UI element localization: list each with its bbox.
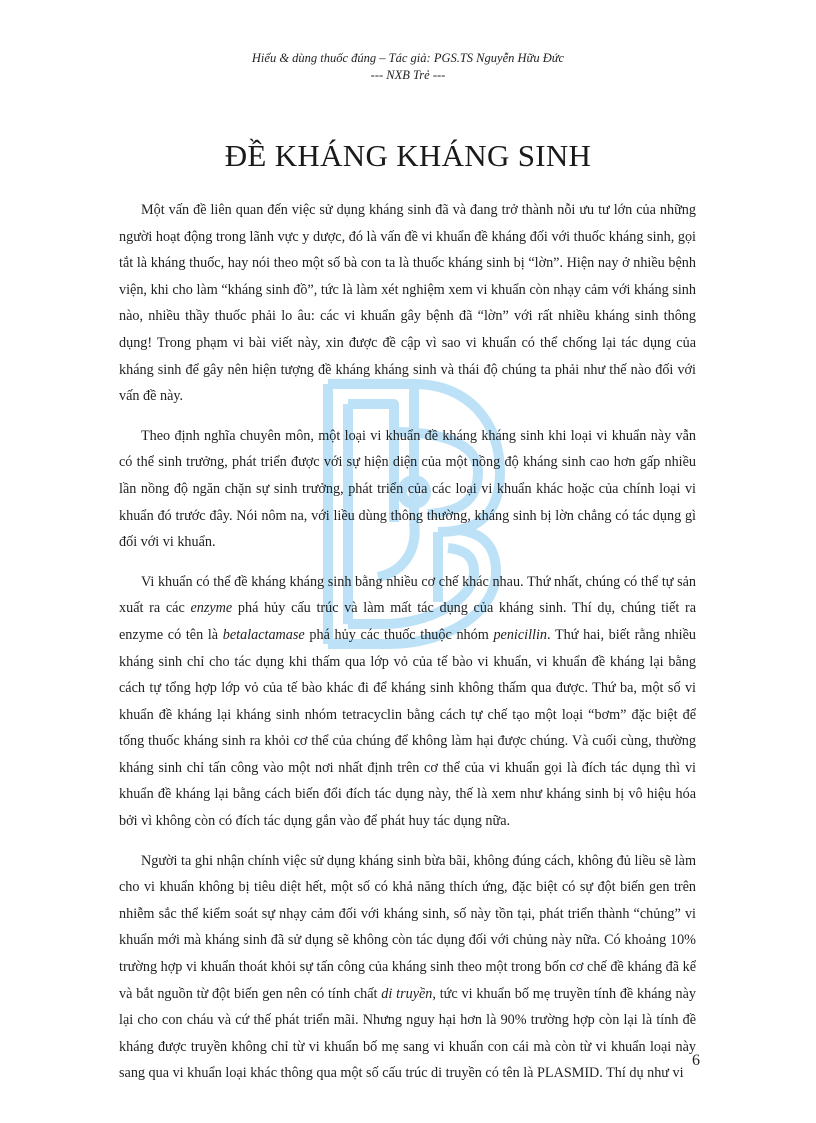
paragraph-3-text: . Thứ hai, biết rằng nhiều kháng sinh chỉ cho tác dụng khi thấm qua lớp vỏ của tế bào vi khuẩn, vi khuẩn đề kháng lại bằng cách tự tổng hợp lớp vỏ của tế bào khác đi để kháng sinh không thấm qua được. Thứ ba, một số vi khuẩn đề kháng lại kháng sinh nhóm tetracyclin bằng cách tự chế tạo một loại “bơm” đặc biệt để tống thuốc kháng sinh ra khỏi cơ thể của chúng để không làm hại được chúng. Và cuối cùng, thường kháng sinh chỉ tấn công vào một nơi nhất định trên cơ thể của vi khuẩn gọi là đích tác dụng thì vi khuẩn đề kháng lại bằng cách biến đổi đích tác dụng này, thế là xem như kháng sinh bị vô hiệu hóa bởi vì không còn có đích tác dụng gắn vào để phát huy tác dụng nữa.: [119, 626, 697, 830]
paragraph-4-text: Người ta ghi nhận chính việc sử dụng kháng sinh bừa bãi, không đúng cách, không đủ liều sẽ làm cho vi khuẩn không bị tiêu diệt hết, một số có khả năng thích ứng, đặc biệt có sự đột biến gen trên nhiễm sắc thể kiểm soát sự nhạy cảm đối với kháng sinh, số này tồn tại, phát triển thành “chủng” vi khuẩn mới mà kháng sinh đã sử dụng sẽ không còn tác dụng đối với chủng này nữa. Có khoảng 10% trường hợp vi khuẩn thoát khỏi sự tấn công của kháng sinh theo một trong bốn cơ chế đề kháng đã kể và bắt nguồn từ đột biến gen nên có tính chất: [119, 852, 696, 1002]
paragraph-4-text: tức vi khuẩn bố mẹ truyền tính đề kháng này lại cho con cháu và cứ thế phát triển mãi. Nhưng nguy hại hơn là 90% trường hợp còn lại là tính đề kháng được truyền không chỉ từ vi khuẩn bố mẹ sang vi khuẩn con cái mà còn từ vi khuẩn loại này sang qua vi khuẩn loại khác thông qua một số cấu trúc di truyền có tên là PLASMID. Thí dụ như vi: [119, 985, 696, 1082]
paragraph-1: Một vấn đề liên quan đến việc sử dụng kháng sinh đã và đang trở thành nỗi ưu tư lớn của những người hoạt động trong lãnh vực y dược, đó là vấn đề vi khuẩn đề kháng đối với thuốc kháng sinh, gọi tắt là kháng thuốc, hay nói theo một số bà con ta là thuốc kháng sinh bị “lờn”. Hiện nay ở nhiều bệnh viện, khi cho làm “kháng sinh đồ”, tức là làm xét nghiệm xem vi khuẩn còn nhạy cảm với kháng sinh nào, nhiều thầy thuốc phải lo âu: các vi khuẩn gây bệnh đã “lờn” với rất nhiều kháng sinh thông dụng! Trong phạm vi bài viết này, xin được đề cập vì sao vi khuẩn có thể chống lại tác dụng của kháng sinh để gây nên hiện tượng đề kháng kháng sinh và thái độ chúng ta phải như thế nào đối với vấn đề này.: [119, 202, 696, 405]
running-header: [0, 50, 816, 84]
paragraph-3-text: phá hủy cấu trúc và làm mất tác dụng của kháng sinh. Thí dụ, chúng tiết ra enzyme có tên là: [119, 600, 696, 643]
term-penicillin: penicillin: [493, 626, 548, 643]
header-publisher: --- NXB Trẻ ---: [370, 68, 446, 82]
paragraph-3-text: Vi khuẩn có thể đề kháng kháng sinh bằng nhiều cơ chế khác nhau. Thứ nhất, chúng có thể tự sản xuất ra các: [119, 573, 696, 617]
paragraph-3-text: phá hủy các thuốc thuộc nhóm: [304, 626, 494, 643]
paragraph-4: [119, 848, 696, 1087]
term-di-truyen: di truyền,: [381, 985, 436, 1002]
term-enzyme: enzyme: [190, 600, 233, 617]
term-betalactamase: betalactamase: [222, 626, 305, 643]
page-number: 6: [692, 1052, 700, 1069]
paragraph-3: [119, 569, 696, 835]
article-title: ĐỀ KHÁNG KHÁNG SINH: [224, 138, 592, 173]
paragraph-2: Theo định nghĩa chuyên môn, một loại vi khuẩn đề kháng kháng sinh khi loại vi khuẩn này vẫn có thể sinh trưởng, phát triển được với sự hiện diện của một nồng độ kháng sinh cao hơn gấp nhiều lần nồng độ ngăn chặn sự sinh trưởng, phát triển của các loại vi khuẩn khác hoặc của chính loại vi khuẩn đó trước đây. Nói nôm na, với liều dùng thông thường, kháng sinh bị lờn chẳng có tác dụng gì đối với vi khuẩn.: [119, 427, 696, 551]
article-body: [119, 197, 696, 1100]
header-book-info: Hiểu & dùng thuốc đúng – Tác giả: PGS.TS Nguyễn Hữu Đức: [251, 51, 565, 65]
